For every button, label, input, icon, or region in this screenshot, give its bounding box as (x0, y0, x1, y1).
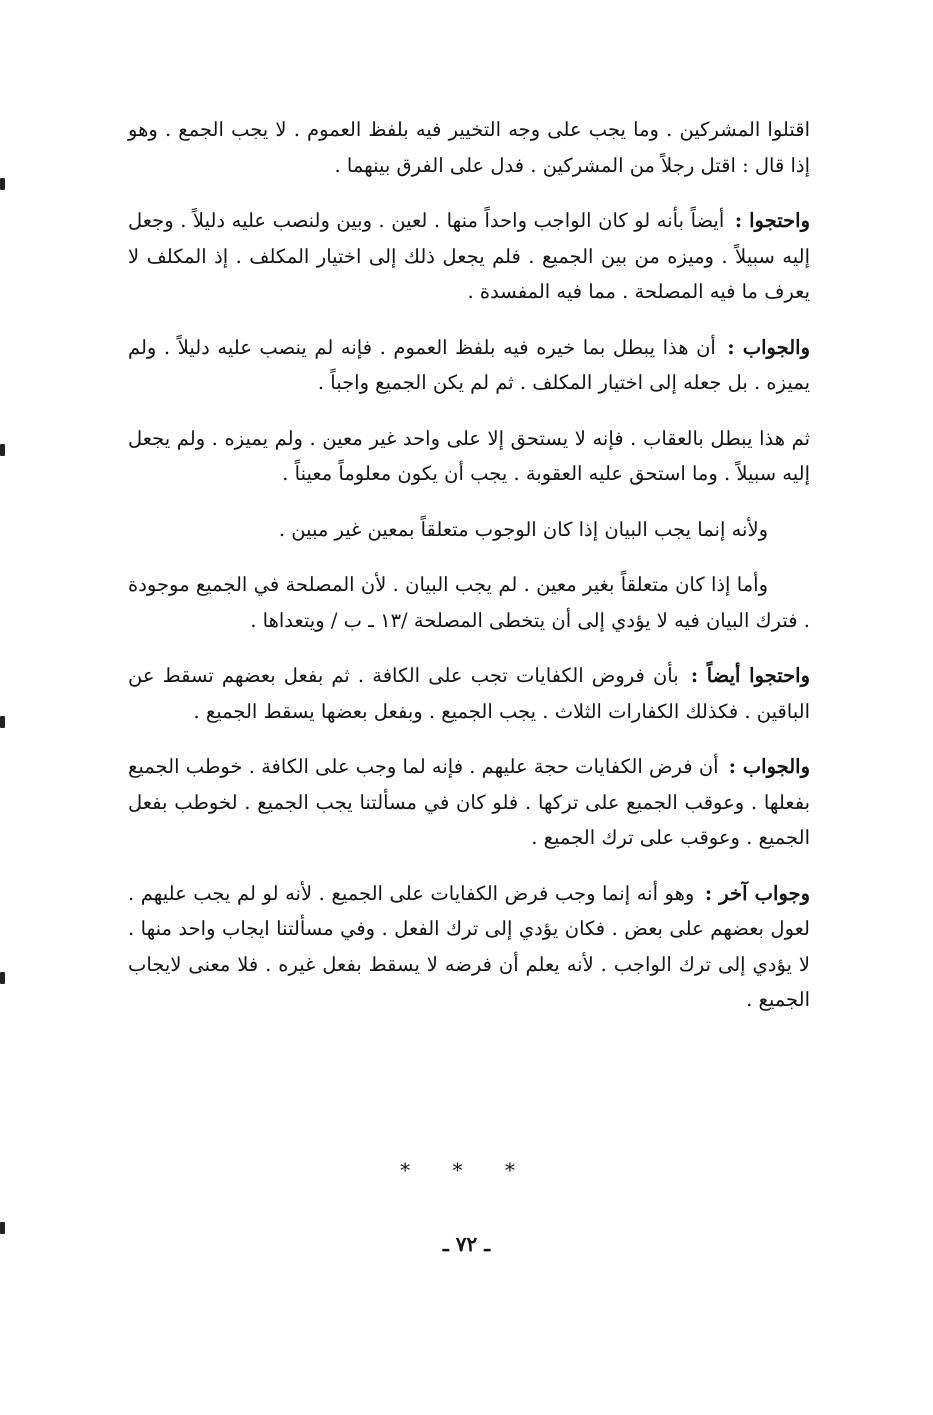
paragraph-8 (128, 749, 810, 856)
paragraph-4 (128, 421, 810, 492)
scan-margin-mark (0, 972, 5, 984)
paragraph-text: اقتلوا المشركين . وما يجب على وجه التخيير فيه بلفظ العموم . لا يجب الجمع . وهو إذا قال : اقتل رجلاً من المشركين . فدل على الفرق بينهما . (128, 118, 810, 177)
page-body (128, 112, 810, 1038)
page-number: ـ ٧٢ ـ (442, 1232, 491, 1256)
paragraph-3 (128, 330, 810, 401)
paragraph-lead: واحتجوا : (734, 209, 810, 232)
paragraph-text: بأن فروض الكفايات تجب على الكافة . ثم بفعل بعضهم تسقط عن الباقين . فكذلك الكفارات الثلاث . يجب الجميع . وبفعل بعضها يسقط الجميع . (128, 664, 810, 723)
paragraph-text: ولأنه إنما يجب البيان إذا كان الوجوب متعلقاً بمعين غير مبين . (278, 517, 768, 541)
paragraph-5 (128, 512, 810, 548)
paragraph-lead: والجواب : (727, 335, 810, 359)
section-separator: * * * (400, 1158, 533, 1182)
paragraph-text: وهو أنه إنما وجب فرض الكفايات على الجميع . لأنه لو لم يجب عليهم . لعول بعضهم على بعض . فكان يؤدي إلى ترك الفعل . وفي مسألتنا ايجاب واحد منها . لا يؤدي إلى ترك الواجب . لأنه يعلم أن فرضه لا يسقط بفعل غيره . فلا معنى لايجاب الجميع . (128, 881, 810, 1011)
scan-margin-mark (0, 178, 5, 190)
paragraph-text: ثم هذا يبطل بالعقاب . فإنه لا يستحق إلا على واحد غير معين . ولم يميزه . ولم يجعل إليه سبيلاً . وما استحق عليه العقوبة . يجب أن يكون معلوماً معيناً . (128, 426, 810, 485)
scan-margin-mark (0, 716, 5, 728)
paragraph-text: أن فرض الكفايات حجة عليهم . فإنه لما وجب على الكافة . خوطب الجميع بفعلها . وعوقب الجميع على تركها . فلو كان في مسألتنا يجب الجميع . لخوطب بفعل الجميع . وعوقب على ترك الجميع . (128, 755, 810, 849)
scan-margin-mark (0, 444, 5, 456)
paragraph-lead: وجواب آخر : (704, 881, 810, 905)
paragraph-6 (128, 567, 810, 638)
paragraph-1 (128, 112, 810, 183)
paragraph-text: وأما إذا كان متعلقاً بغير معين . لم يجب البيان . لأن المصلحة في الجميع موجودة . فترك البيان فيه لا يؤدي إلى أن يتخطى المصلحة /١٣ ـ ب / ويتعداها . (128, 573, 810, 632)
paragraph-text: أيضاً بأنه لو كان الواجب واحداً منها . لعين . وبين ولنصب عليه دليلاً . وجعل إليه سبيلاً . وميزه من بين الجميع . فلم يجعل ذلك إلى اختيار المكلف . إذ المكلف لا يعرف ما فيه المصلحة . مما فيه المفسدة . (128, 209, 810, 303)
paragraph-lead: والجواب : (728, 755, 811, 778)
paragraph-text: أن هذا يبطل بما خيره فيه بلفظ العموم . فإنه لم ينصب عليه دليلاً . ولم يميزه . بل جعله إلى اختيار المكلف . ثم لم يكن الجميع واجباً . (128, 335, 810, 394)
paragraph-lead: واحتجوا أيضاً : (690, 664, 811, 687)
paragraph-2 (128, 203, 810, 310)
paragraph-7 (128, 658, 810, 729)
paragraph-9 (128, 876, 810, 1018)
